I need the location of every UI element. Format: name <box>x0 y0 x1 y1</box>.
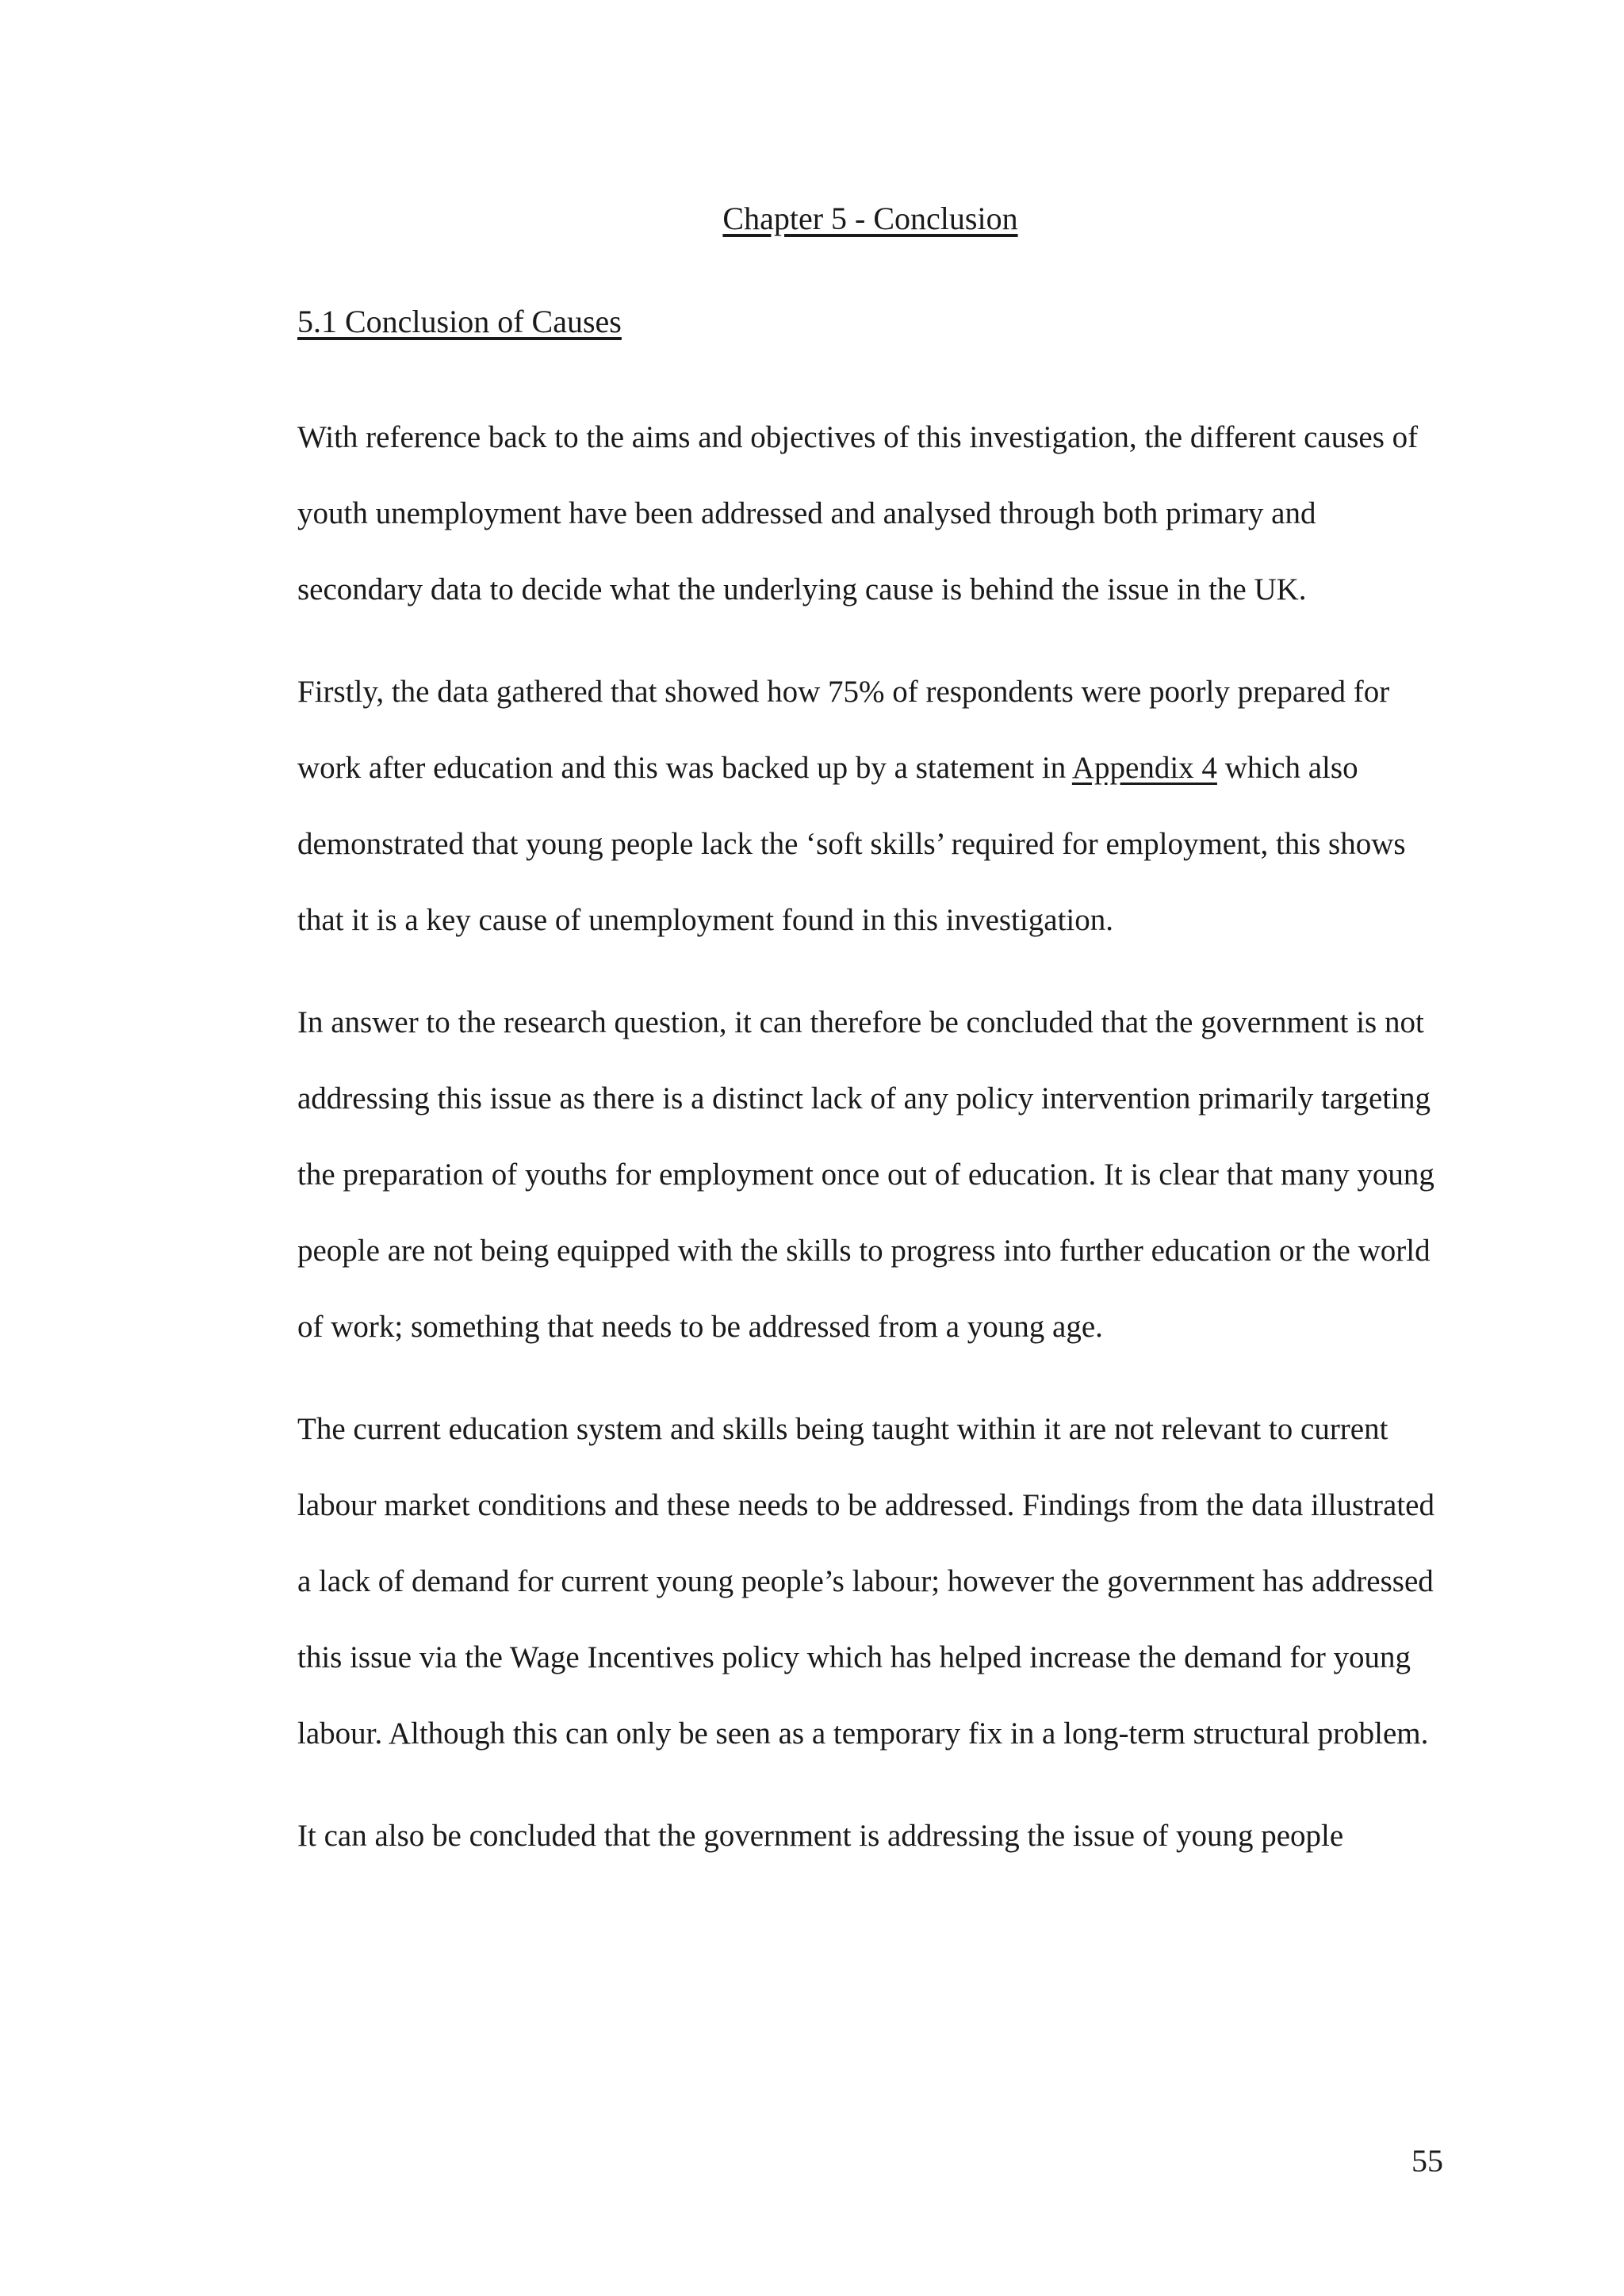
paragraph-5: It can also be concluded that the government is addressing the issue of young people <box>297 1819 1344 1853</box>
paragraph-2-text-start: Firstly, the data gathered that showed how 75% of respondents were poorly prepared for work after education and this was backed up by a statement in <box>297 675 1390 785</box>
chapter-title: Chapter 5 - Conclusion <box>722 201 1018 236</box>
appendix-4-link[interactable]: Appendix 4 <box>1071 751 1217 785</box>
section-title: 5.1 Conclusion of Causes <box>297 304 622 339</box>
page-number: 55 <box>1411 2143 1443 2179</box>
paragraph-2-text-end: which also demonstrated that young people lack the ‘soft skills’ required for employment, this shows that it is a key cause of unemployment found in this investigation. <box>297 751 1406 937</box>
paragraph-4: The current education system and skills being taught within it are not relevant to current labour market conditions and these needs to be addressed. Findings from the data illustrated a lack of demand for current young people’s labour; however the government has addressed this issue via the Wage Incentives policy which has helped increase the demand for young labour. Although this can only be seen as a temporary fix in a long-term structural problem. <box>297 1412 1434 1751</box>
paragraph-1: With reference back to the aims and objectives of this investigation, the different causes of youth unemployment have been addressed and analysed through both primary and secondary data to decide what the underlying cause is behind the issue in the UK. <box>297 420 1419 607</box>
body-text <box>297 400 1443 1874</box>
paragraph-3: In answer to the research question, it can therefore be concluded that the government is not addressing this issue as there is a distinct lack of any policy intervention primarily targeting the preparation of youths for employment once out of education. It is clear that many young people are not being equipped with the skills to progress into further education or the world of work; something that needs to be addressed from a young age. <box>297 1005 1434 1344</box>
paragraph-2 <box>297 654 1443 959</box>
